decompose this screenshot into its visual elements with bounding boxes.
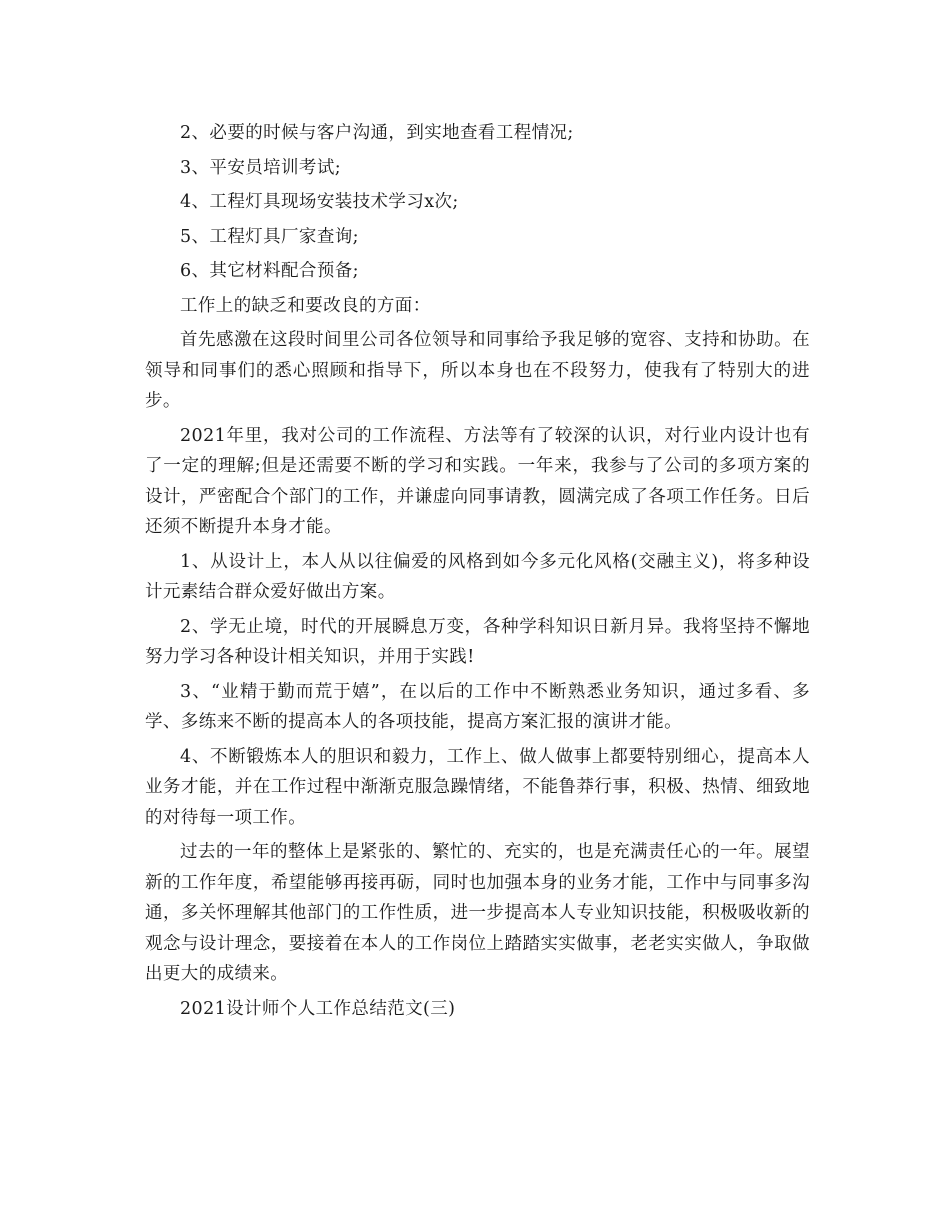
plan-item-diligence: 3、“业精于勤而荒于嬉”，在以后的工作中不断熟悉业务知识，通过多看、多学、多练来不断的提高本人的各项技能，提高方案汇报的演讲才能。 [145,681,810,732]
list-item-material-prep: 6、其它材料配合预备; [180,261,359,281]
list-item-installation-study: 4、工程灯具现场安装技术学习x次; [180,192,459,212]
paragraph-outlook: 过去的一年的整体上是紧张的、繁忙的、充实的，也是充满责任心的一年。展望新的工作年度，希望能够再接再砺，同时也加强本身的业务才能，工作中与同事多沟通，多关怀理解其他部门的工作性质，进一步提高本人专业知识技能，积极吸收新的观念与设计理念，要接着在本人的工作岗位上踏踏实实做事，老老实实做人，争取做出更大的成绩来。 [145,842,810,984]
plan-item-learning: 2、学无止境，时代的开展瞬息万变，各种学科知识日新月异。我将坚持不懈地努力学习各种设计相关知识，并用于实践! [145,616,810,667]
paragraph-year-review: 2021年里，我对公司的工作流程、方法等有了较深的认识，对行业内设计也有了一定的理解;但是还需要不断的学习和实践。一年来，我参与了公司的多项方案的设计，严密配合个部门的工作，并谦虚向同事请教，圆满完成了各项工作任务。日后还须不断提升本身才能。 [145,425,810,537]
list-item-safety-training: 3、平安员培训考试; [180,157,342,178]
section-title-part-three: 2021设计师个人工作总结范文(三) [180,998,456,1019]
section-heading-improvements: 工作上的缺乏和要改良的方面： [180,295,431,316]
document-body [145,118,810,1028]
list-item-manufacturer-inquiry: 5、工程灯具厂家查询; [180,226,359,247]
paragraph-gratitude: 首先感激在这段时间里公司各位领导和同事给予我足够的宽容、支持和协助。在领导和同事们的悉心照顾和指导下，所以本身也在不段努力，使我有了特别大的进步。 [145,330,810,411]
plan-item-discipline: 4、不断锻炼本人的胆识和毅力，工作上、做人做事上都要特别细心，提高本人业务才能，并在工作过程中渐渐克服急躁情绪，不能鲁莽行事，积极、热情、细致地的对待每一项工作。 [145,746,810,828]
list-item-communication: 2、必要的时候与客户沟通，到实地查看工程情况; [180,123,574,143]
plan-item-design: 1、从设计上，本人从以往偏爱的风格到如今多元化风格(交融主义)，将多种设计元素结合群众爱好做出方案。 [145,551,810,602]
